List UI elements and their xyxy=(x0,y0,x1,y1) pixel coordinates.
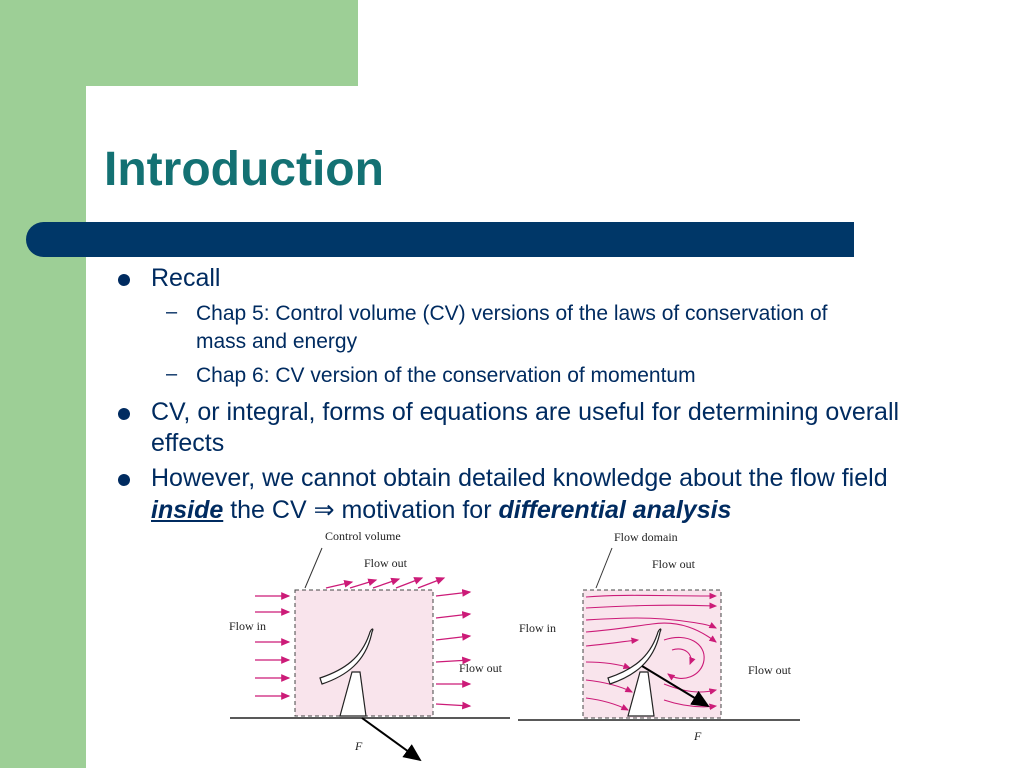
sub-bullet-chap5-line1: Chap 5: Control volume (CV) versions of the laws of conservation of xyxy=(196,302,828,325)
sub-bullet-chap6: Chap 6: CV version of the conservation of momentum xyxy=(196,364,696,387)
emphasis-differential-analysis: differential analysis xyxy=(498,496,732,524)
emphasis-inside: inside xyxy=(151,496,224,524)
bullet-cv-line2: effects xyxy=(151,429,225,457)
label-flow-out-right: Flow out xyxy=(459,661,503,675)
flow-figure xyxy=(220,522,810,768)
flow-domain-diagram xyxy=(518,530,800,743)
leader-line xyxy=(596,548,612,588)
leader-line xyxy=(305,548,322,588)
sub-bullet-chap5-line2: mass and energy xyxy=(196,330,358,353)
bullet-dot xyxy=(118,408,130,420)
label-flow-in: Flow in xyxy=(229,619,267,633)
bullet-recall: Recall xyxy=(151,264,221,292)
label-flow-out-top: Flow out xyxy=(364,556,408,570)
slide-title: Introduction xyxy=(104,143,384,196)
sub-bullet-dash: – xyxy=(166,363,178,385)
background-green-side xyxy=(0,0,86,768)
outflow-top-arrows xyxy=(326,578,444,588)
label-force: F xyxy=(694,729,702,743)
bullet-dot xyxy=(118,474,130,486)
inflow-arrows xyxy=(255,596,289,696)
implies-symbol: ⇒ xyxy=(313,496,335,524)
bullet-cv-line1: CV, or integral, forms of equations are useful for determining overall xyxy=(151,398,900,426)
text-motivation-for: motivation for xyxy=(334,496,499,524)
label-control-volume: Control volume xyxy=(325,529,401,543)
label-flow-domain: Flow domain xyxy=(614,530,678,544)
bullet-dot xyxy=(118,274,130,286)
control-volume-diagram xyxy=(229,529,510,760)
force-arrow xyxy=(362,718,420,760)
text-the-cv: the CV xyxy=(223,496,314,524)
label-flow-out-top: Flow out xyxy=(652,557,696,571)
sub-bullet-dash: – xyxy=(166,301,178,323)
outflow-right-arrows xyxy=(436,592,470,706)
title-underline-bar xyxy=(26,222,854,257)
label-flow-out-right: Flow out xyxy=(748,663,792,677)
bullet-however-line1: However, we cannot obtain detailed knowledge about the flow field xyxy=(151,464,888,492)
label-flow-in: Flow in xyxy=(519,621,557,635)
background-green-top xyxy=(0,0,358,86)
label-force: F xyxy=(355,739,363,753)
